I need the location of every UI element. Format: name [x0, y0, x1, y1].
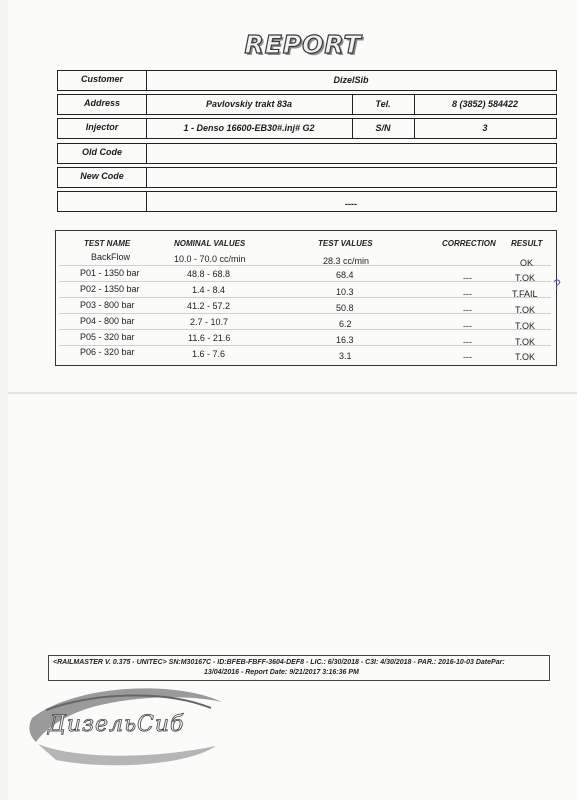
row-nominal: 2.7 - 10.7 — [190, 317, 229, 327]
row-divider — [59, 329, 551, 330]
row-test-value: 50.8 — [336, 303, 354, 313]
address-value: Pavlovskiy trakt 83a — [205, 99, 293, 109]
row-test-value: 3.1 — [339, 351, 352, 361]
row-nominal: 48.8 - 68.8 — [187, 269, 231, 279]
footer-line-1: <RAILMASTER V. 0.375 - UNITEC> SN:M30167C - ID:BFEB-FBFF-3604-DEF8 - LIC.: 6/30/2018 - C3I: 4/30/2018 - PAR.: 2016-10-03 DatePar: — [53, 659, 505, 666]
row-test-value: 28.3 cc/min — [323, 256, 370, 266]
row-correction: --- — [463, 352, 472, 362]
col-result: RESULT — [511, 239, 543, 248]
tel-value: 8 (3852) 584422 — [451, 99, 519, 109]
row-correction: --- — [463, 337, 472, 347]
row-correction: --- — [463, 321, 472, 331]
old-code-value — [146, 144, 556, 163]
row-nominal: 11.6 - 21.6 — [188, 333, 231, 343]
injector-value: 1 - Denso 16600-EB30#.inj# G2 — [183, 123, 315, 133]
row-test-name: P04 - 800 bar — [80, 316, 135, 326]
injector-label: Injector — [58, 119, 147, 138]
extra-row-label — [58, 192, 147, 211]
row-test-value: 68.4 — [336, 270, 354, 280]
row-result: T.OK — [515, 305, 536, 315]
sn-value: 3 — [482, 123, 488, 133]
report-title: REPORT — [244, 30, 362, 59]
old-code-row — [57, 143, 557, 164]
handwritten-question-mark: ? — [553, 276, 561, 292]
customer-value: DizelSib — [333, 75, 369, 85]
row-nominal: 10.0 - 70.0 cc/min — [174, 254, 246, 264]
col-nominal-values: NOMINAL VALUES — [174, 239, 246, 248]
row-divider — [59, 265, 551, 266]
row-correction: --- — [463, 289, 472, 299]
row-test-name: P06 - 320 bar — [80, 347, 135, 357]
row-divider — [59, 297, 551, 298]
row-correction: --- — [463, 273, 472, 283]
results-table — [55, 230, 557, 366]
col-correction: CORRECTION — [442, 239, 496, 248]
row-result: T.OK — [515, 352, 536, 362]
extra-row — [57, 191, 557, 212]
row-nominal: 1.6 - 7.6 — [192, 349, 226, 359]
sn-label: S/N — [375, 123, 391, 133]
row-test-name: P05 - 320 bar — [80, 332, 135, 342]
new-code-value — [146, 168, 556, 187]
customer-label: Customer — [58, 71, 147, 90]
row-divider — [59, 345, 551, 346]
row-test-name: P02 - 1350 bar — [80, 284, 140, 294]
paper-fold — [8, 392, 577, 394]
col-test-values: TEST VALUES — [318, 239, 373, 248]
row-result: T.OK — [515, 273, 536, 283]
old-code-label: Old Code — [58, 144, 147, 163]
row-test-value: 16.3 — [336, 335, 354, 345]
row-result: T.OK — [515, 321, 536, 331]
address-label: Address — [58, 95, 147, 114]
row-test-name: P01 - 1350 bar — [80, 268, 140, 278]
logo-text: ДизельСиб — [48, 712, 185, 737]
new-code-label: New Code — [58, 168, 147, 187]
injector-row — [57, 118, 557, 139]
row-result: T.OK — [515, 337, 536, 347]
row-test-value: 10.3 — [336, 287, 354, 297]
row-correction: --- — [463, 305, 472, 315]
row-test-name: P03 - 800 bar — [80, 300, 135, 310]
row-nominal: 41.2 - 57.2 — [187, 301, 231, 311]
row-test-value: 6.2 — [339, 319, 352, 329]
new-code-row — [57, 167, 557, 188]
footer-line-2: 13/04/2016 - Report Date: 9/21/2017 3:16:36 PM — [204, 669, 359, 676]
row-divider — [59, 313, 551, 314]
row-divider — [59, 281, 551, 282]
col-test-name: TEST NAME — [84, 239, 131, 248]
tel-label: Tel. — [375, 99, 391, 109]
software-footer — [48, 655, 550, 681]
extra-row-value: ---- — [345, 199, 357, 209]
row-nominal: 1.4 - 8.4 — [192, 285, 226, 295]
address-row — [57, 94, 557, 115]
row-result: T.FAIL — [512, 289, 538, 299]
row-test-name: BackFlow — [91, 252, 131, 262]
customer-row — [57, 70, 557, 91]
row-result: OK — [520, 258, 534, 268]
